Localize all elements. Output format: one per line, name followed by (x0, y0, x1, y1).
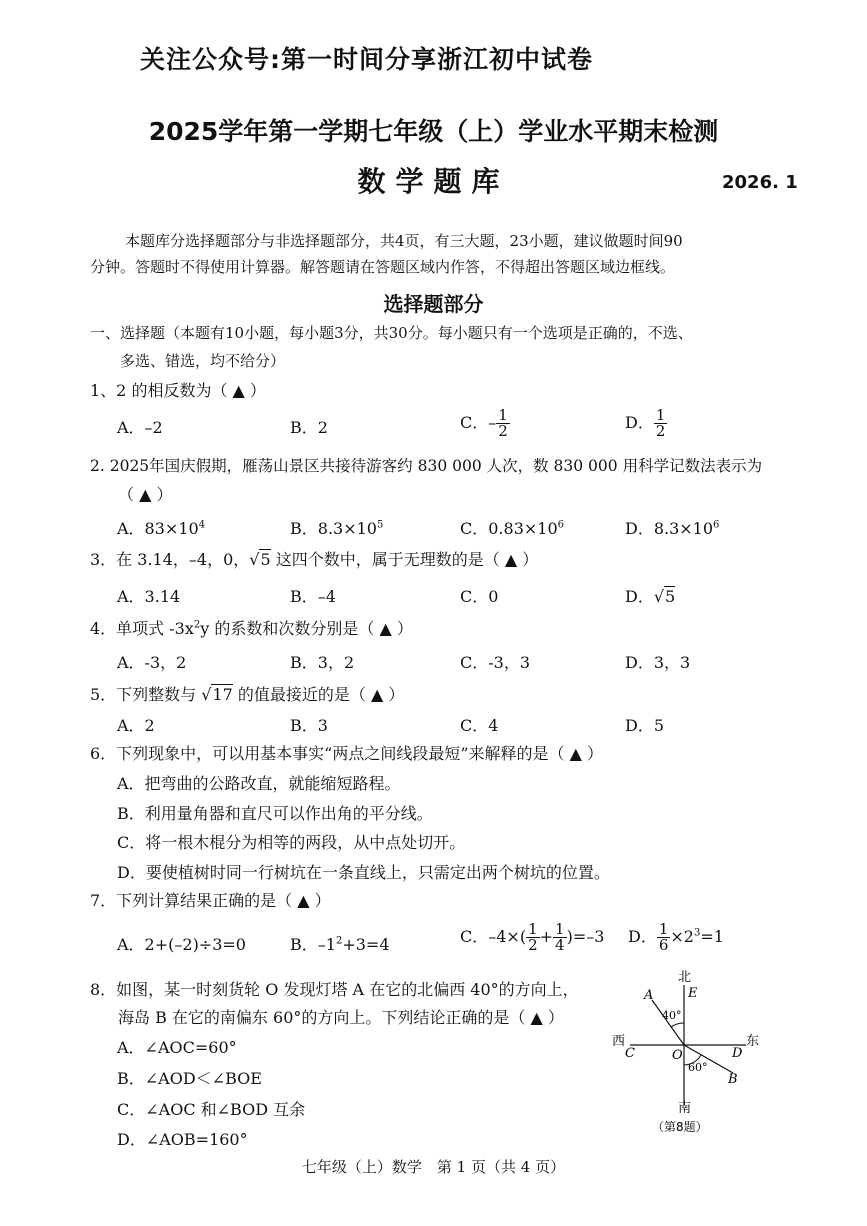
q1-option-d: D． $\frac{1}{2}$ (625, 406, 666, 440)
q3-option-b: B．–4 (290, 587, 336, 606)
q7-stem: 7．下列计算结果正确的是（ ▲ ） (90, 891, 331, 910)
q2-option-b: B．$8.3\times 10^5$ (290, 519, 384, 538)
q1-stem: 1、2 的相反数为（ ▲ ） (90, 381, 266, 400)
q1-option-b: B．2 (290, 418, 328, 437)
west-label: 西 (612, 1034, 626, 1049)
east-label: 东 (746, 1034, 760, 1049)
q1-option-c: C．– $\frac{1}{2}$ (460, 406, 508, 440)
q8-option-a: A．∠AOC=60° (117, 1038, 237, 1057)
exam-subtitle: 数学题库 (357, 165, 510, 198)
compass-figure (608, 965, 778, 1135)
q7-option-d: D． $\frac{1}{6}$ $\times 2^3=1$ (628, 920, 724, 954)
q4-option-a: A．-3，2 (117, 653, 187, 672)
figure-caption: （第8题） (652, 1120, 708, 1134)
q4-option-c: C．-3，3 (460, 653, 531, 672)
section-title: 选择题部分 (383, 292, 484, 316)
q8-stem-2: 海岛 B 在它的南偏东 60°的方向上。下列结论正确的是（ ▲ ） (118, 1008, 564, 1027)
q4-stem: 4．单项式 $-3x^2y$ 的系数和次数分别是（ ▲ ） (90, 619, 413, 638)
ray-oa (652, 1000, 684, 1045)
q1-option-a: A．–2 (117, 418, 163, 437)
q6-stem: 6．下列现象中，可以用基本事实“两点之间线段最短”来解释的是（ ▲ ） (90, 744, 604, 763)
q8-option-b: B．∠AOD＜∠BOE (117, 1069, 262, 1088)
part1-instructions-1: 一、选择题（本题有10小题，每小题3分，共30分。每小题只有一个选项是正确的，不选、 (90, 324, 693, 342)
q8-option-d: D．∠AOB=160° (117, 1130, 248, 1149)
q7-option-a: A．2+(–2)÷3=0 (117, 935, 246, 954)
q2-stem-2: （ ▲ ） (118, 485, 173, 504)
q8-option-c: C．∠AOC 和∠BOD 互余 (117, 1100, 306, 1119)
q4-option-d: D．3，3 (625, 653, 691, 672)
q5-option-b: B．3 (290, 716, 328, 735)
q5-option-c: C．4 (460, 716, 499, 735)
q8-stem-1: 8．如图，某一时刻货轮 O 发现灯塔 A 在它的北偏西 40°的方向上， (90, 980, 579, 999)
q3-stem: 3．在 3.14，–4，0，√5 这四个数中，属于无理数的是（ ▲ ） (90, 550, 539, 569)
q4-option-b: B．3，2 (290, 653, 355, 672)
q3-option-a: A．3.14 (117, 587, 181, 606)
q7-option-c: C．–4×( $\frac{1}{2}$ + $\frac{1}{4}$ )=–3 (460, 920, 605, 954)
exam-title: 2025学年第一学期七年级（上）学业水平期末检测 (148, 117, 719, 146)
south-label: 南 (678, 1101, 692, 1116)
q5-option-a: A．2 (117, 716, 155, 735)
point-o-label: O (672, 1048, 683, 1063)
q2-option-d: D．$8.3\times 10^6$ (625, 519, 720, 538)
q5-option-d: D．5 (625, 716, 665, 735)
q3-option-d: D．√5 (625, 587, 676, 606)
q2-option-a: A．$83\times 10^4$ (117, 519, 206, 538)
page-footer: 七年级（上）数学 第 1 页（共 4 页） (301, 1158, 566, 1176)
intro-line-1: 本题库分选择题部分与非选择题部分，共4页，有三大题，23小题，建议做题时间90 (125, 232, 683, 250)
angle-40-label: 40° (662, 1009, 682, 1022)
header-banner: 关注公众号:第一时间分享浙江初中试卷 (140, 45, 593, 74)
q5-stem: 5．下列整数与 √17 的值最接近的是（ ▲ ） (90, 685, 405, 704)
angle-60-label: 60° (688, 1061, 708, 1074)
intro-line-2: 分钟。答题时不得使用计算器。解答题请在答题区域内作答，不得超出答题区域边框线。 (90, 258, 676, 276)
point-d-label: D (732, 1046, 743, 1061)
q6-option-a: A．把弯曲的公路改直，就能缩短路程。 (117, 774, 401, 793)
angle-40-arc (671, 1023, 684, 1027)
q6-option-c: C．将一根木棍分为相等的两段，从中点处切开。 (117, 833, 466, 852)
q7-option-b: B．$-1^2+3=4$ (290, 935, 390, 954)
point-e-label: E (688, 986, 698, 1001)
point-c-label: C (625, 1046, 635, 1061)
point-b-label: B (728, 1072, 738, 1087)
q2-stem-1: 2. 2025年国庆假期，雁荡山景区共接待游客约 830 000 人次，数 830 000 用科学记数法表示为 (90, 457, 763, 475)
q2-option-c: C．$0.83\times 10^6$ (460, 519, 565, 538)
part1-instructions-2: 多选、错选，均不给分） (120, 352, 286, 370)
north-label: 北 (678, 970, 692, 985)
q6-option-d: D．要使植树时同一行树坑在一条直线上，只需定出两个树坑的位置。 (117, 863, 610, 882)
exam-date: 2026. 1 (722, 172, 798, 193)
point-a-label: A (644, 988, 654, 1003)
q6-option-b: B．利用量角器和直尺可以作出角的平分线。 (117, 804, 433, 823)
q3-option-c: C．0 (460, 587, 499, 606)
